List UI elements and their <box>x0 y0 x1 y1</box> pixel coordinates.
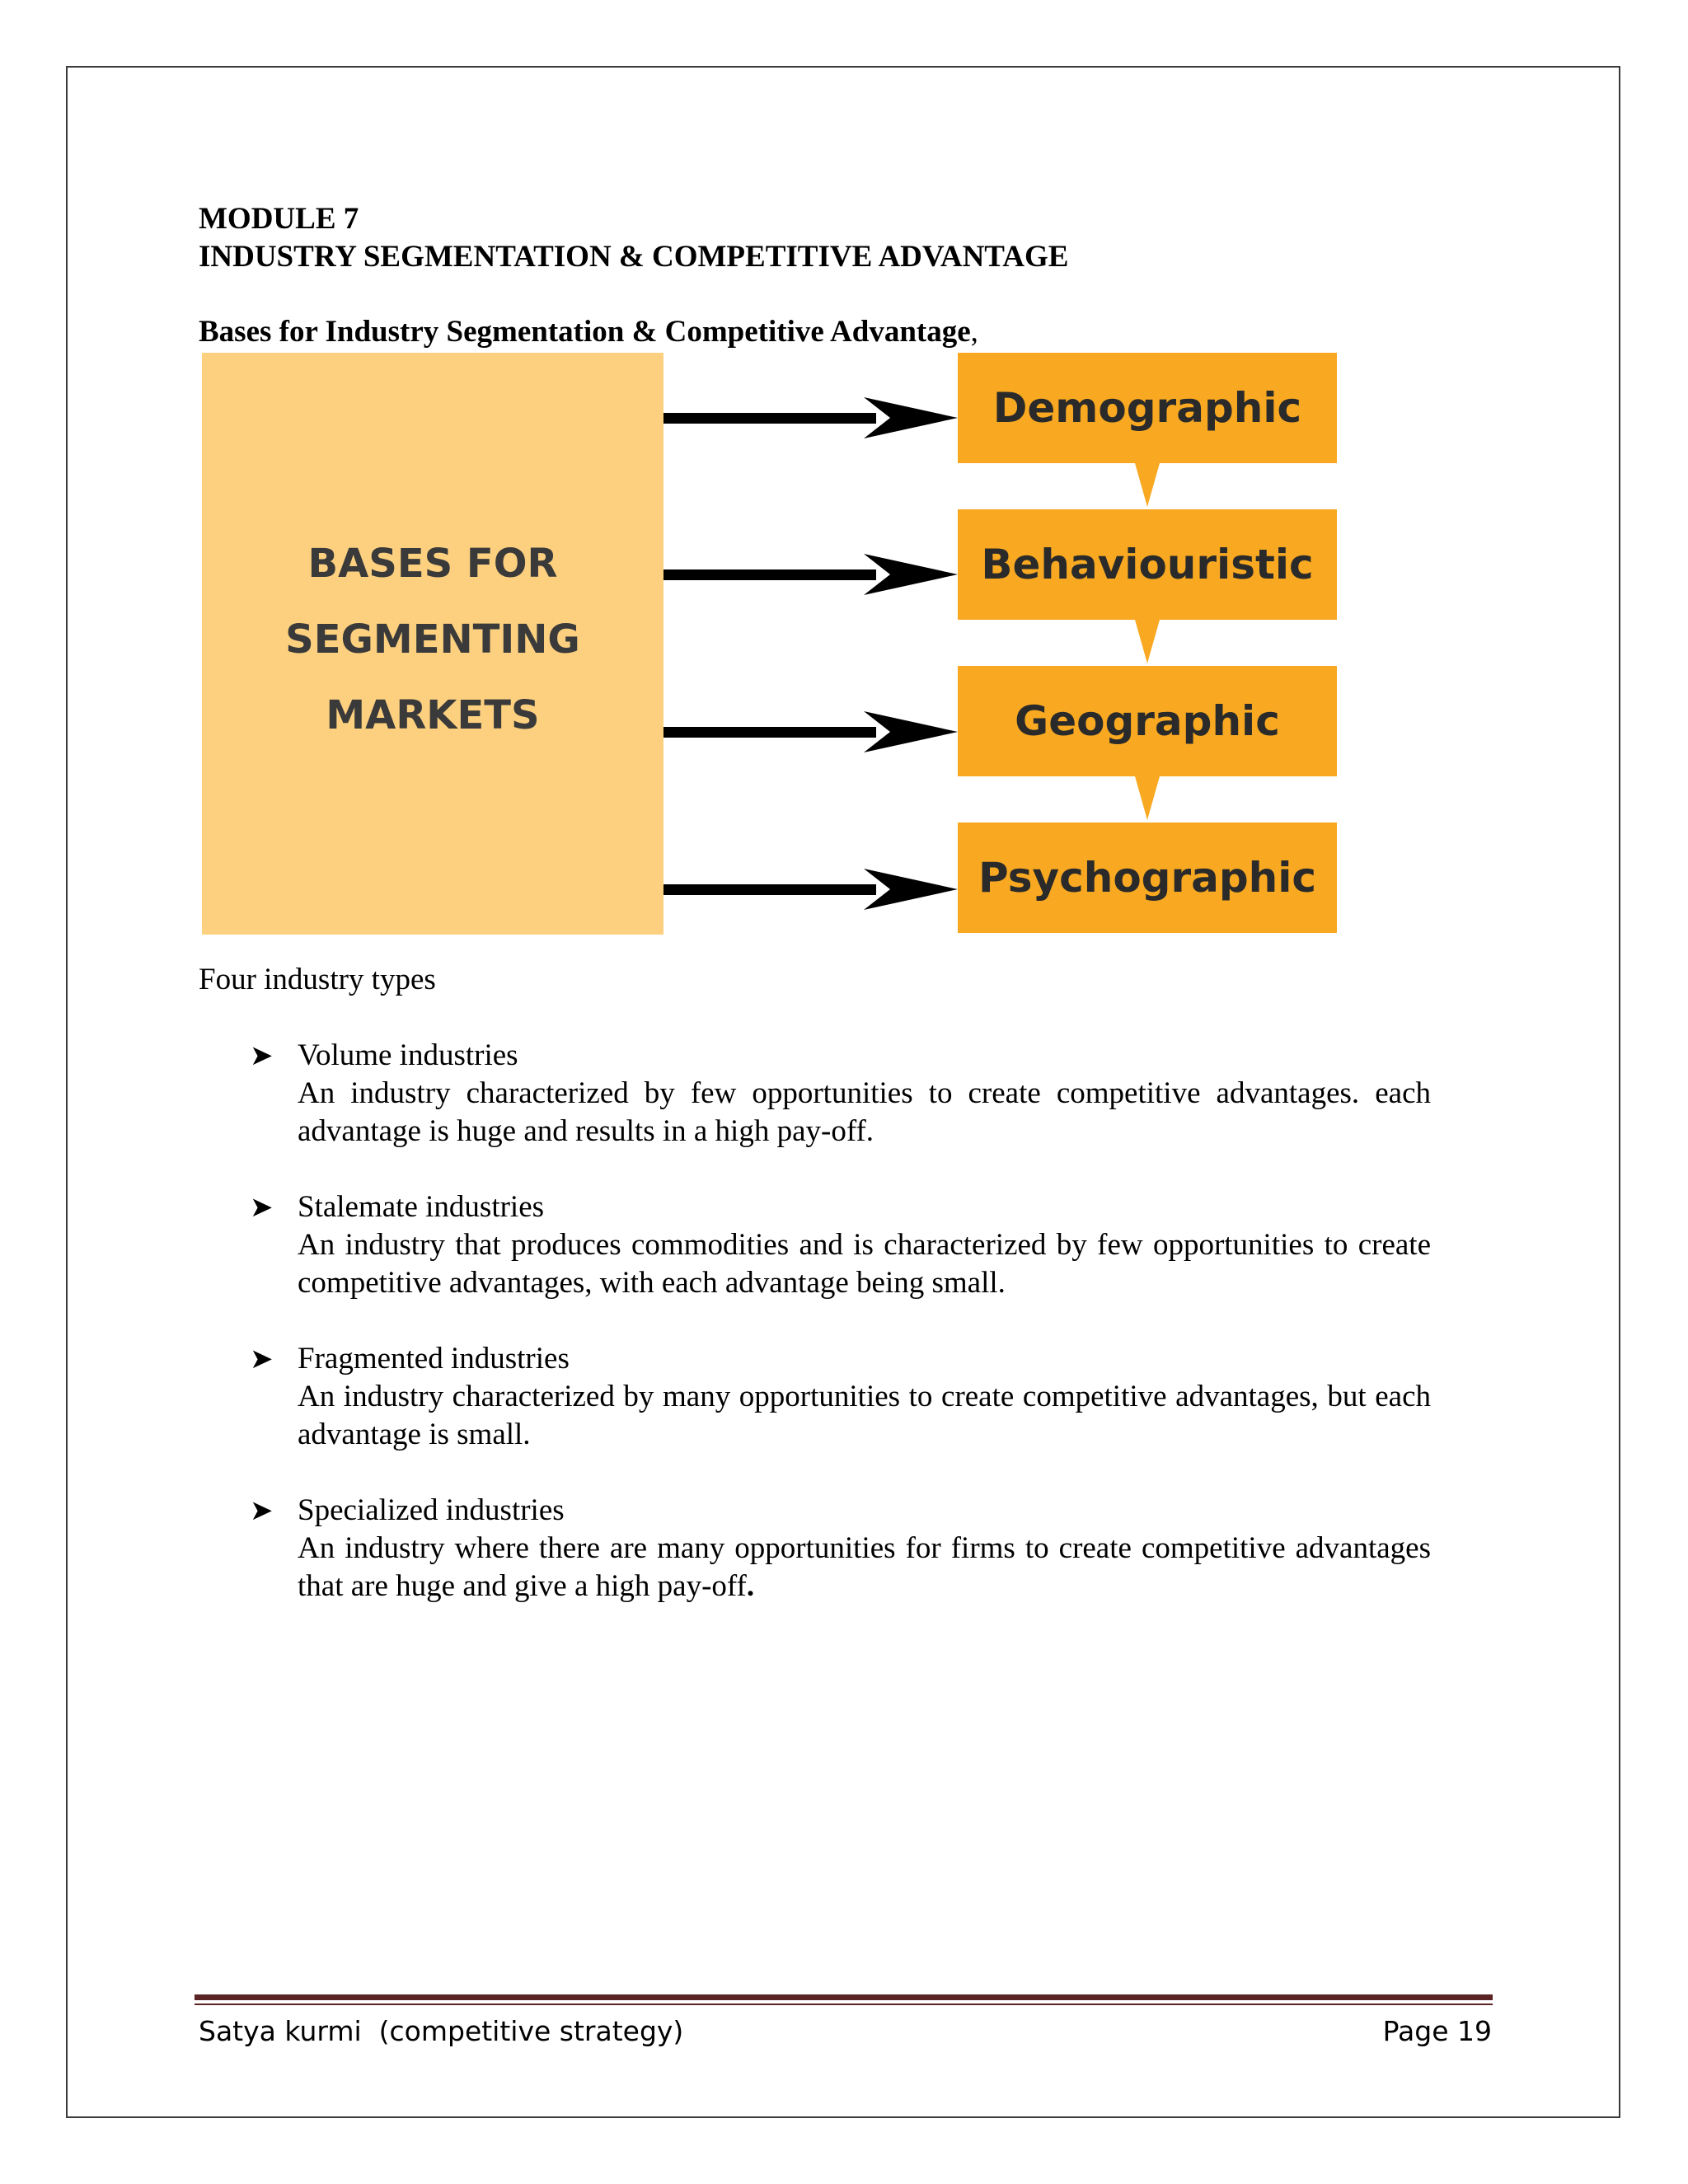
bases-line-3: MARKETS <box>326 692 540 738</box>
industry-name: Fragmented industries <box>298 1342 570 1376</box>
connector-pointer-2 <box>1135 620 1160 663</box>
bases-line-2: SEGMENTING <box>285 616 580 663</box>
arrow-demographic <box>663 397 958 438</box>
list-item <box>250 1188 1431 1302</box>
industry-title <box>250 1340 1431 1378</box>
industry-title <box>250 1492 1431 1530</box>
segmentation-connectors <box>0 0 1688 989</box>
list-item <box>250 1037 1431 1151</box>
industry-name: Stalemate industries <box>298 1190 545 1224</box>
connector-pointer-1 <box>1135 463 1160 507</box>
industry-description-text: An industry where there are many opportunities for firms to create competitive advantages that are huge and give a high pay-off <box>298 1531 1431 1603</box>
segment-label-psychographic: Psychographic <box>978 854 1317 902</box>
industry-title <box>250 1037 1431 1075</box>
industry-description: An industry that produces commodities and is characterized by few opportunities to create competitive advantages, with each advantage being small. <box>298 1228 1431 1300</box>
industry-title <box>250 1188 1431 1226</box>
footer-author: Satya kurmi (competitive strategy) <box>199 2015 684 2047</box>
segment-label-demographic: Demographic <box>992 384 1302 432</box>
segment-label-geographic: Geographic <box>1015 697 1280 745</box>
section-heading-suffix: , <box>970 315 978 349</box>
module-number: MODULE 7 <box>199 202 359 236</box>
industry-name: Volume industries <box>298 1038 518 1072</box>
connector-pointer-3 <box>1135 776 1160 820</box>
list-item <box>250 1340 1431 1454</box>
arrowhead-bullet-icon: ➤ <box>250 1191 274 1224</box>
arrowhead-bullet-icon: ➤ <box>250 1494 274 1527</box>
arrowhead-bullet-icon: ➤ <box>250 1039 274 1072</box>
industry-types-intro: Four industry types <box>199 963 436 996</box>
module-title: INDUSTRY SEGMENTATION & COMPETITIVE ADVANTAGE <box>199 240 1069 274</box>
industry-description-end: . <box>746 1569 755 1603</box>
industry-description: An industry characterized by many opportunities to create competitive advantages, but each advantage is small. <box>298 1380 1431 1451</box>
list-item <box>250 1492 1431 1605</box>
footer-rule-thin <box>195 2004 1493 2005</box>
page-number: Page 19 <box>1382 2015 1492 2047</box>
arrow-behaviouristic <box>663 554 958 595</box>
industry-name: Specialized industries <box>298 1493 565 1527</box>
arrow-psychographic <box>663 869 958 910</box>
arrowhead-bullet-icon: ➤ <box>250 1343 274 1376</box>
footer-rule <box>195 1994 1493 2000</box>
section-heading-text: Bases for Industry Segmentation & Competitive Advantage <box>199 315 971 349</box>
segment-label-behaviouristic: Behaviouristic <box>981 541 1314 588</box>
bases-line-1: BASES FOR <box>307 541 558 587</box>
arrow-geographic <box>663 711 958 752</box>
industry-description: An industry characterized by few opportunities to create competitive advantages. each advantage is huge and results in a high pay-off. <box>298 1076 1431 1148</box>
industry-description <box>250 1530 1431 1605</box>
